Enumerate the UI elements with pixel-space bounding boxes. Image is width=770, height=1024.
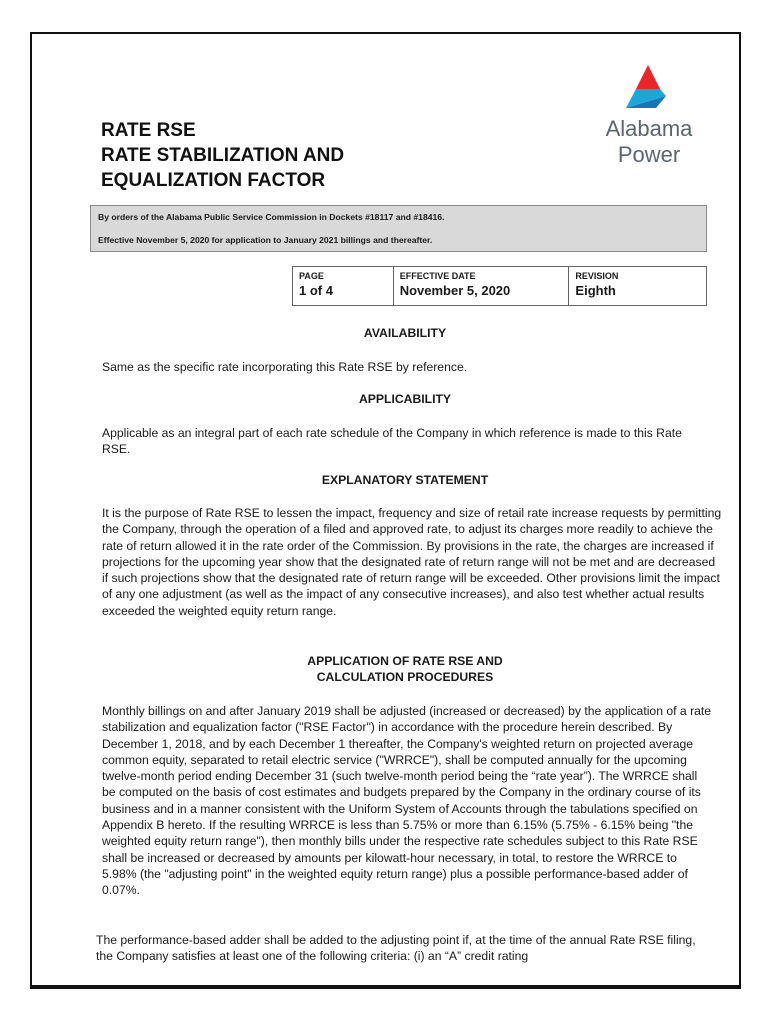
notice-dockets: By orders of the Alabama Public Service Commission in Dockets #18117 and #18416. <box>98 212 445 222</box>
page-cell <box>293 267 394 306</box>
logo-line-1: Alabama <box>605 116 693 141</box>
title-line-3: EQUALIZATION FACTOR <box>101 170 326 191</box>
effective-date-cell <box>393 267 569 306</box>
application-heading <box>90 653 720 685</box>
page-label: PAGE <box>299 271 324 281</box>
commission-notice <box>90 205 707 252</box>
page-info-table <box>292 266 707 306</box>
application-text: Monthly billings on and after January 2019 shall be adjusted (increased or decreased) by the application of a rate stabilization and equalization factor ("RSE Factor") in accordance with the procedure herein described. By December 1, 2018, and by each December 1 thereafter, the Company's weighted return on projected average common equity, separated to retail electric service ("WRRCE"), shall be computed annually for the upcoming twelve-month period ending December 31 (such twelve-month period being the “rate year”). The WRRCE shall be computed on the basis of cost estimates and budgets prepared by the Company in the ordinary course of its business and in a manner consistent with the Uniform System of Accounts through the tabulations specified on Appendix B hereto. If the resulting WRRCE is less than 5.75% or more than 6.15% (5.75% - 6.15% being "the weighted equity return range"), then monthly bills under the respective rate schedules subject to this Rate RSE shall be increased or decreased by amounts per kilowatt-hour necessary, in total, to restore the WRRCE to 5.98% (the "adjusting point" in the weighted equity return range) plus a possible performance-based adder of 0.07%. <box>102 704 712 898</box>
applicability-text: Applicable as an integral part of each rate schedule of the Company in which reference is made to this Rate RSE. <box>102 426 682 457</box>
applicability-heading: APPLICABILITY <box>358 392 452 406</box>
alabama-power-logo <box>594 62 704 172</box>
revision-value: Eighth <box>575 283 616 298</box>
page-border-bottom <box>30 985 741 989</box>
logo-wordmark <box>594 116 704 168</box>
title-line-1: RATE RSE <box>101 120 196 141</box>
availability-heading: AVAILABILITY <box>363 326 447 340</box>
application-heading-line-2: CALCULATION PROCEDURES <box>316 670 494 684</box>
notice-effective: Effective November 5, 2020 for application to January 2021 billings and thereafter. <box>98 235 433 245</box>
explanatory-heading: EXPLANATORY STATEMENT <box>321 473 489 487</box>
alabama-power-logo-icon <box>622 62 674 110</box>
logo-line-2: Power <box>617 142 681 167</box>
application-heading-line-1: APPLICATION OF RATE RSE AND <box>307 654 503 668</box>
availability-text: Same as the specific rate incorporating this Rate RSE by reference. <box>102 360 468 374</box>
page-value: 1 of 4 <box>299 283 333 298</box>
revision-label: REVISION <box>575 271 619 281</box>
title-line-2: RATE STABILIZATION AND <box>101 145 345 166</box>
performance-adder-text: The performance-based adder shall be added to the adjusting point if, at the time of the annual Rate RSE filing, the Company satisfies at least one of the following criteria: (i) an “A” credit rating <box>96 933 696 964</box>
effective-date-value: November 5, 2020 <box>399 283 511 298</box>
effective-date-label: EFFECTIVE DATE <box>399 271 476 281</box>
revision-cell <box>569 267 707 306</box>
page-title <box>101 118 344 193</box>
explanatory-text: It is the purpose of Rate RSE to lessen the impact, frequency and size of retail rate increase requests by permitting the Company, through the operation of a filed and approved rate, to adjust its charges more readily to achieve the rate of return allowed it in the rate order of the Commission. By provisions in the rate, the charges are increased if projections for the upcoming year show that the designated rate of return range will not be met and are decreased if such projections show that the designated rate of return range will be exceeded. Other provisions limit the impact of any one adjustment (as well as the impact of any consecutive increases), and also test whether actual results exceeded the weighted equity return range. <box>102 506 722 618</box>
